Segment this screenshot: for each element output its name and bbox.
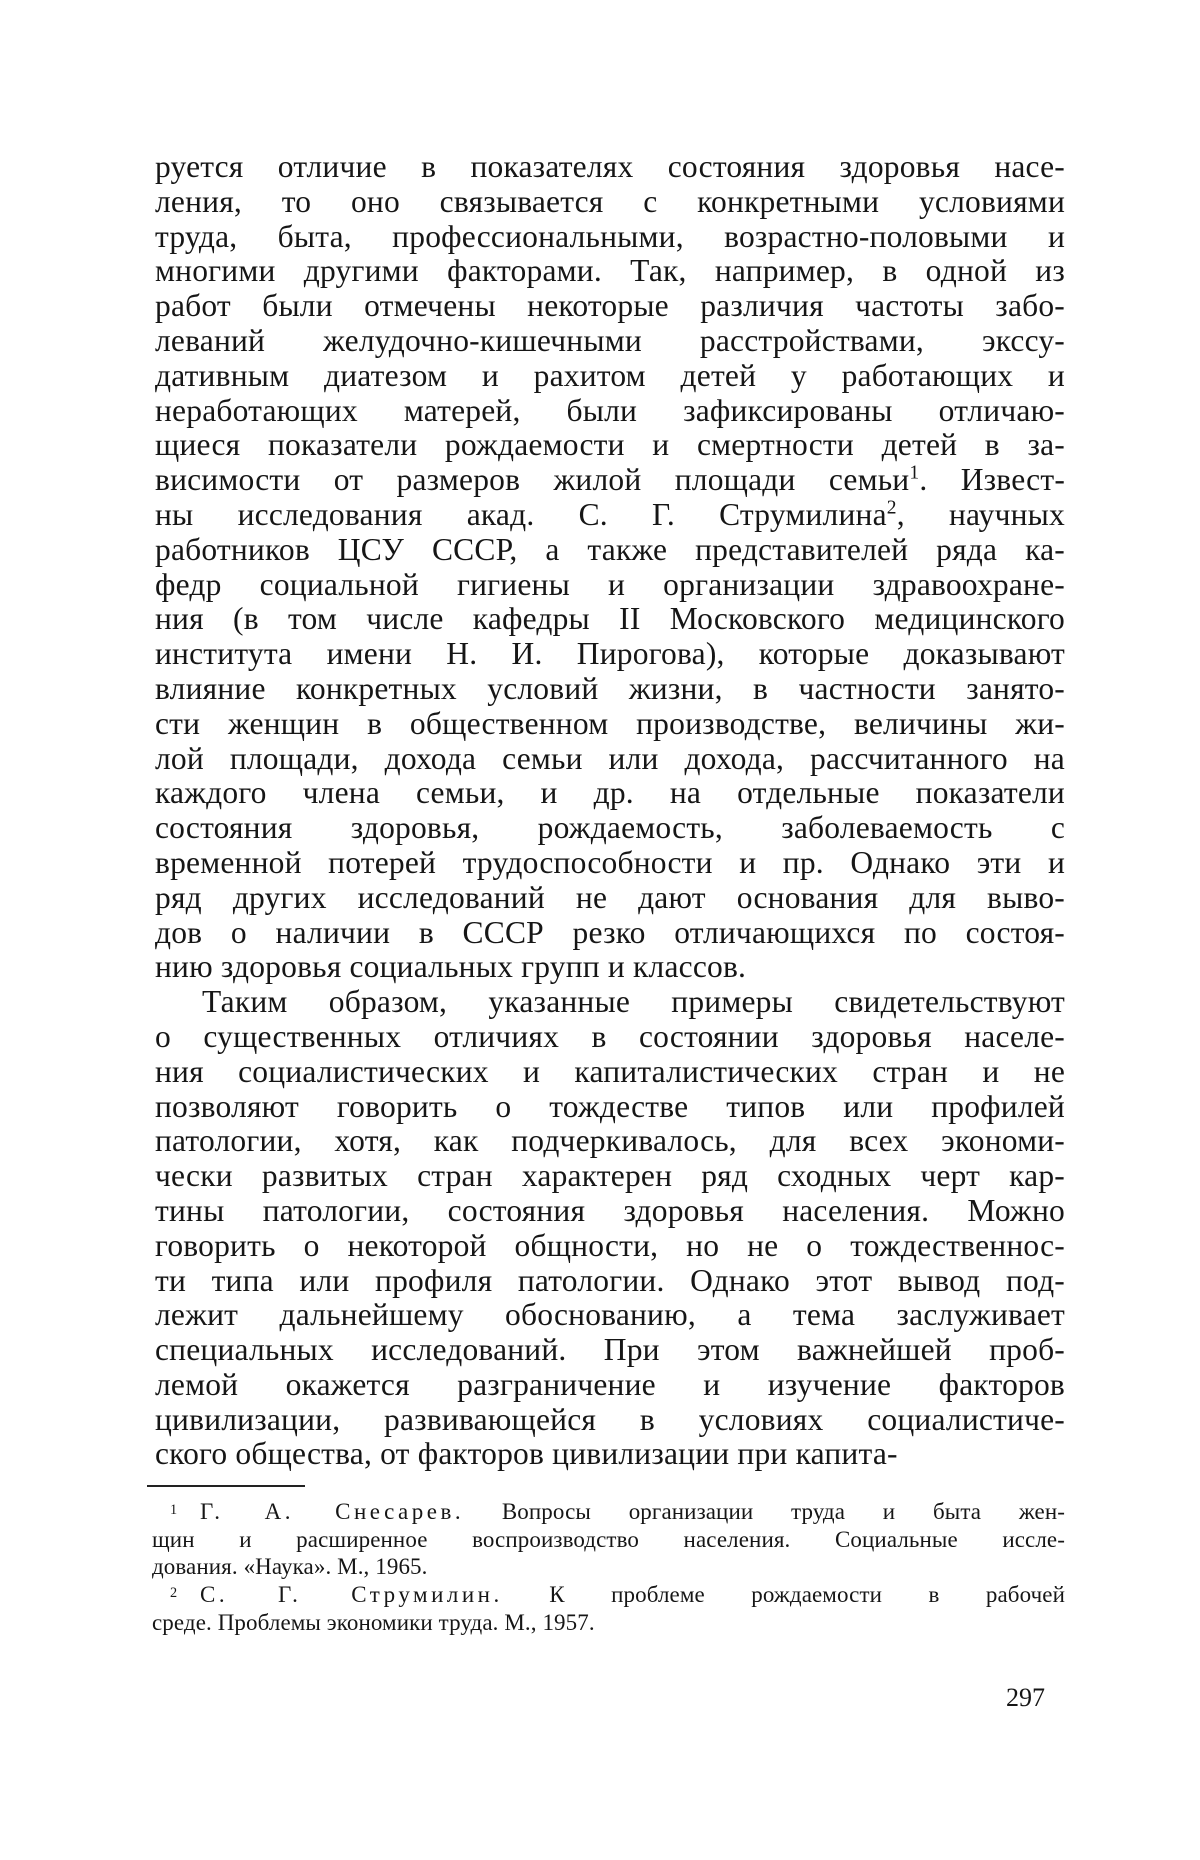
text-line: неработающих матерей, были зафиксированы отличаю- — [155, 392, 1065, 428]
footnote-line — [152, 1526, 1065, 1554]
text-segment: , научных — [896, 496, 1065, 532]
text-line: дов о наличии в СССР резко отличающихся по состоя- — [155, 914, 1065, 950]
text-line: лой площади, дохода семьи или дохода, рассчитанного на — [155, 740, 1065, 776]
text-line: говорить о некоторой общности, но не о тождественнос- — [155, 1227, 1065, 1263]
footnote-text: дования. «Наука». М., 1965. — [152, 1554, 428, 1580]
footnotes — [152, 1498, 1065, 1636]
text-line: дативным диатезом и рахитом детей у работающих и — [155, 357, 1065, 393]
text-line: ния социалистических и капиталистических стран и не — [155, 1053, 1065, 1089]
text-line: федр социальной гигиены и организации здравоохране- — [155, 566, 1065, 602]
text-line: о существенных отличиях в состоянии здоровья населе- — [155, 1018, 1065, 1054]
footnote-author: Г. А. Снесарев. — [200, 1499, 465, 1524]
text-line: Таким образом, указанные примеры свидетельствуют — [202, 984, 1065, 1020]
text-line: работников ЦСУ СССР, а также представителей ряда ка- — [155, 531, 1065, 567]
footnote-reference: 2 — [886, 497, 897, 519]
text-segment: ны исследования акад. С. Г. Струмилина — [155, 496, 887, 532]
footnote-reference: 1 — [909, 462, 920, 484]
text-line: ти типа или профиля патологии. Однако этот вывод под- — [155, 1262, 1065, 1298]
footnote-line — [152, 1609, 1065, 1637]
footnote-text: Вопросы организации труда и быта жен- — [501, 1499, 1065, 1524]
text-line: специальных исследований. При этом важнейшей проб- — [155, 1332, 1065, 1368]
footnote-text: среде. Проблемы экономики труда. М., 1957. — [152, 1609, 595, 1635]
paragraph-2 — [155, 985, 1065, 1472]
text-line: цивилизации, развивающейся в условиях социалистиче- — [155, 1401, 1065, 1437]
text-line: многими другими факторами. Так, например, в одной из — [155, 253, 1065, 289]
text-line: ния (в том числе кафедры II Московского медицинского — [155, 601, 1065, 637]
page-number: 297 — [1006, 1683, 1045, 1712]
footnote-line: 1 Г. А. Снесарев. Вопросы организации труда и быта жен- — [170, 1499, 1065, 1524]
text-line: каждого члена семьи, и др. на отдельные показатели — [155, 775, 1065, 811]
footnote-text: щин и расширенное воспроизводство населения. Социальные иссле- — [152, 1526, 1065, 1552]
text-line: тины патологии, состояния здоровья населения. Можно — [155, 1192, 1065, 1228]
footnote — [152, 1498, 1065, 1581]
text-line: временной потерей трудоспособности и пр. Однако эти и — [155, 844, 1065, 880]
text-line: влияние конкретных условий жизни, в частности занято- — [155, 670, 1065, 706]
text-line: позволяют говорить о тождестве типов или профилей — [155, 1088, 1065, 1124]
text-line: института имени Н. И. Пирогова), которые доказывают — [155, 636, 1065, 672]
text-segment: висимости от размеров жилой площади семьи — [155, 462, 910, 498]
footnote-text: К проблеме рождаемости в рабочей — [549, 1582, 1065, 1608]
footnote-line: 2 С. Г. Струмилин. К проблеме рождаемости в рабочей — [170, 1582, 1065, 1608]
paragraph-1 — [155, 150, 1065, 985]
footnote — [152, 1581, 1065, 1636]
text-line: ряд других исследований не дают основания для выво- — [155, 879, 1065, 915]
footnote-author: С. Г. Струмилин. — [200, 1582, 503, 1608]
text-line: ского общества, от факторов цивилизации при капита- — [155, 1436, 898, 1472]
text-line: леваний желудочно-кишечными расстройствами, экссу- — [155, 322, 1065, 358]
text-line: нию здоровья социальных групп и классов. — [155, 949, 747, 985]
text-line: работ были отмечены некоторые различия частоты забо- — [155, 288, 1065, 324]
text-line — [155, 463, 1065, 498]
text-line: сти женщин в общественном производстве, величины жи- — [155, 705, 1065, 741]
footnote-line — [152, 1553, 1065, 1581]
text-segment: . Извест- — [919, 462, 1066, 498]
text-line: патологии, хотя, как подчеркивалось, для всех экономи- — [155, 1123, 1065, 1159]
text-line: чески развитых стран характерен ряд сходных черт кар- — [155, 1158, 1065, 1194]
main-text — [155, 150, 1065, 1472]
text-line: лемой окажется разграничение и изучение факторов — [155, 1366, 1065, 1402]
text-line: щиеся показатели рождаемости и смертности детей в за- — [155, 427, 1065, 463]
text-line: руется отличие в показателях состояния здоровья насе- — [155, 149, 1065, 184]
text-line: лежит дальнейшему обоснованию, а тема заслуживает — [155, 1297, 1065, 1333]
text-line: состояния здоровья, рождаемость, заболеваемость с — [155, 810, 1065, 846]
text-line: труда, быта, профессиональными, возрастно-половыми и — [155, 218, 1065, 254]
text-line: ления, то оно связывается с конкретными условиями — [155, 183, 1065, 219]
text-line — [155, 498, 1065, 533]
footnote-separator — [147, 1485, 305, 1487]
